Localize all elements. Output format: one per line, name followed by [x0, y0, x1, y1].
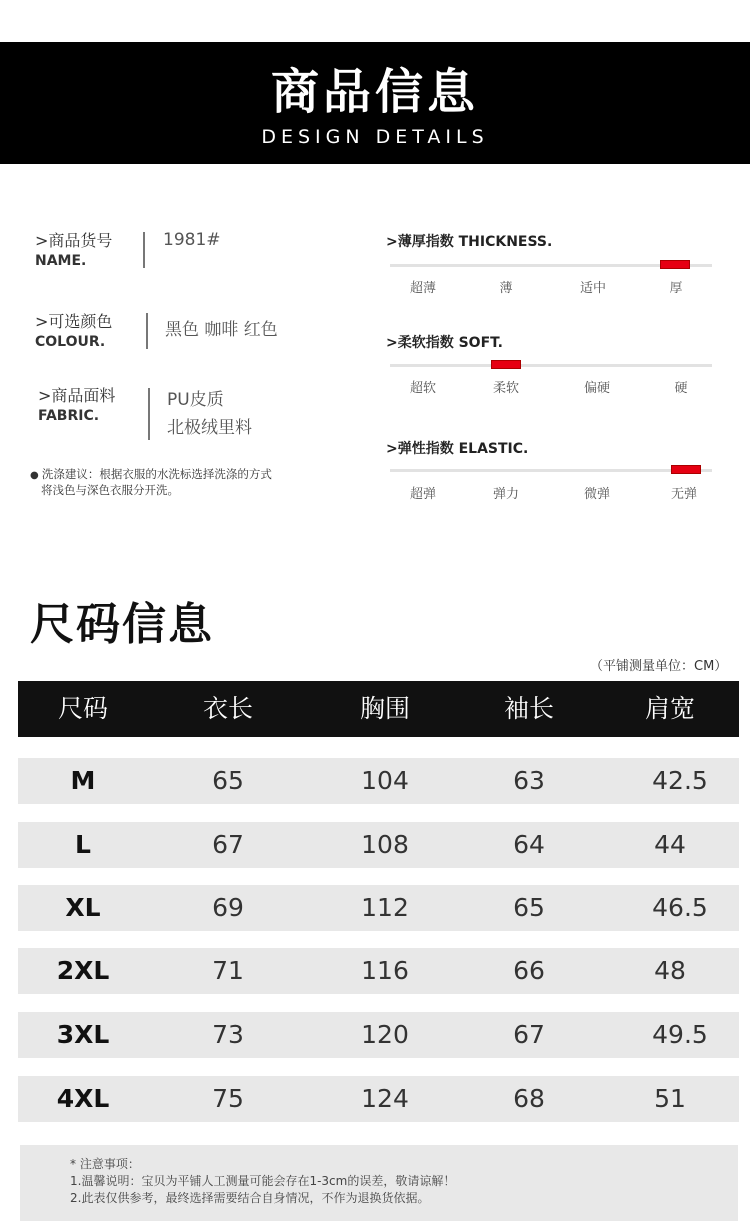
info-fabric-value-1: PU皮质: [167, 390, 224, 410]
cell-shoulder: 44: [654, 830, 686, 859]
info-divider: [146, 313, 148, 349]
thickness-label-2: 薄: [499, 281, 513, 296]
cell-size: XL: [65, 893, 101, 922]
cell-shoulder: 51: [654, 1084, 686, 1113]
notes-line-2: 2.此表仅供参考，最终选择需要结合自身情况，不作为退换货依据。: [70, 1191, 430, 1205]
cell-length: 65: [212, 766, 244, 795]
elastic-label-4: 无弹: [670, 487, 697, 502]
cell-shoulder: 46.5: [652, 893, 708, 922]
page-title: 商品信息: [270, 64, 479, 120]
header-length: 衣长: [202, 694, 253, 723]
soft-label-1: 超软: [409, 381, 436, 396]
thickness-label-4: 厚: [669, 281, 683, 296]
elastic-index-track: [390, 469, 712, 472]
cell-size: 3XL: [56, 1020, 110, 1049]
cell-sleeve: 68: [513, 1084, 545, 1113]
cell-chest: 108: [361, 830, 409, 859]
cell-chest: 116: [361, 956, 409, 985]
cell-chest: 112: [361, 893, 409, 922]
info-colour-label: [35, 311, 112, 353]
cell-size: M: [70, 766, 96, 795]
table-row: [18, 822, 739, 868]
soft-label-2: 柔软: [492, 381, 519, 396]
cell-shoulder: 42.5: [652, 766, 708, 795]
elastic-label-2: 弹力: [492, 487, 519, 502]
cell-sleeve: 63: [513, 766, 545, 795]
info-colour-value: 黑色 咖啡 红色: [165, 320, 278, 340]
info-name-label-en: NAME.: [35, 253, 87, 269]
header-shoulder: 肩宽: [644, 694, 695, 723]
notes-line-1: 1.温馨说明：宝贝为平铺人工测量可能会存在1-3cm的误差，敬请谅解！: [70, 1174, 456, 1188]
cell-chest: 104: [361, 766, 409, 795]
info-fabric-label: [38, 385, 115, 427]
wash-note: [30, 467, 330, 498]
size-table-header: [18, 681, 739, 737]
soft-label-4: 硬: [674, 381, 688, 396]
elastic-index-title: >弹性指数 ELASTIC.: [386, 441, 529, 457]
table-row: [18, 1012, 739, 1058]
cell-length: 71: [212, 956, 244, 985]
cell-length: 67: [212, 830, 244, 859]
info-name-label-cn: >商品货号: [35, 231, 113, 250]
cell-sleeve: 66: [513, 956, 545, 985]
info-name-label: [35, 230, 112, 272]
unit-note: （平铺测量单位：CM）: [590, 659, 728, 674]
soft-label-3: 偏硬: [583, 381, 610, 396]
info-colour-label-cn: >可选颜色: [35, 312, 113, 331]
info-colour-label-en: COLOUR.: [35, 334, 106, 350]
info-fabric-label-cn: >商品面料: [38, 386, 116, 405]
table-row: [18, 1076, 739, 1122]
cell-sleeve: 64: [513, 830, 545, 859]
thickness-index-marker: [660, 260, 690, 269]
soft-index-title: >柔软指数 SOFT.: [386, 335, 503, 351]
wash-note-line-2: 将浅色与深色衣服分开洗。: [41, 483, 179, 497]
info-name-value: 1981#: [163, 230, 221, 250]
thickness-label-3: 适中: [579, 281, 606, 296]
info-divider: [148, 388, 150, 440]
cell-sleeve: 65: [513, 893, 545, 922]
header-chest: 胸围: [359, 694, 410, 723]
cell-length: 75: [212, 1084, 244, 1113]
page-subtitle: DESIGN DETAILS: [261, 126, 489, 148]
info-fabric-value-2: 北极绒里料: [167, 418, 252, 438]
wash-note-line-1: ● 洗涤建议：根据衣服的水洗标选择洗涤的方式: [30, 467, 272, 481]
cell-sleeve: 67: [513, 1020, 545, 1049]
header-size: 尺码: [57, 694, 108, 723]
table-row: [18, 758, 739, 804]
soft-index-track: [390, 364, 712, 367]
thickness-label-1: 超薄: [409, 281, 436, 296]
table-row: [18, 885, 739, 931]
elastic-index-marker: [671, 465, 701, 474]
cell-size: 2XL: [56, 956, 110, 985]
elastic-label-3: 微弹: [583, 487, 610, 502]
size-section-title: 尺码信息: [30, 599, 214, 650]
notes-title: * 注意事项：: [70, 1157, 140, 1171]
cell-shoulder: 49.5: [652, 1020, 708, 1049]
info-fabric-label-en: FABRIC.: [38, 408, 100, 424]
info-divider: [143, 232, 145, 268]
soft-index-marker: [491, 360, 521, 369]
table-row: [18, 948, 739, 994]
thickness-index-title: >薄厚指数 THICKNESS.: [386, 234, 553, 250]
cell-size: L: [75, 830, 91, 859]
cell-size: 4XL: [56, 1084, 110, 1113]
header-sleeve: 袖长: [503, 694, 554, 723]
cell-chest: 124: [361, 1084, 409, 1113]
cell-chest: 120: [361, 1020, 409, 1049]
cell-length: 73: [212, 1020, 244, 1049]
cell-shoulder: 48: [654, 956, 686, 985]
cell-length: 69: [212, 893, 244, 922]
elastic-label-1: 超弹: [409, 487, 436, 502]
